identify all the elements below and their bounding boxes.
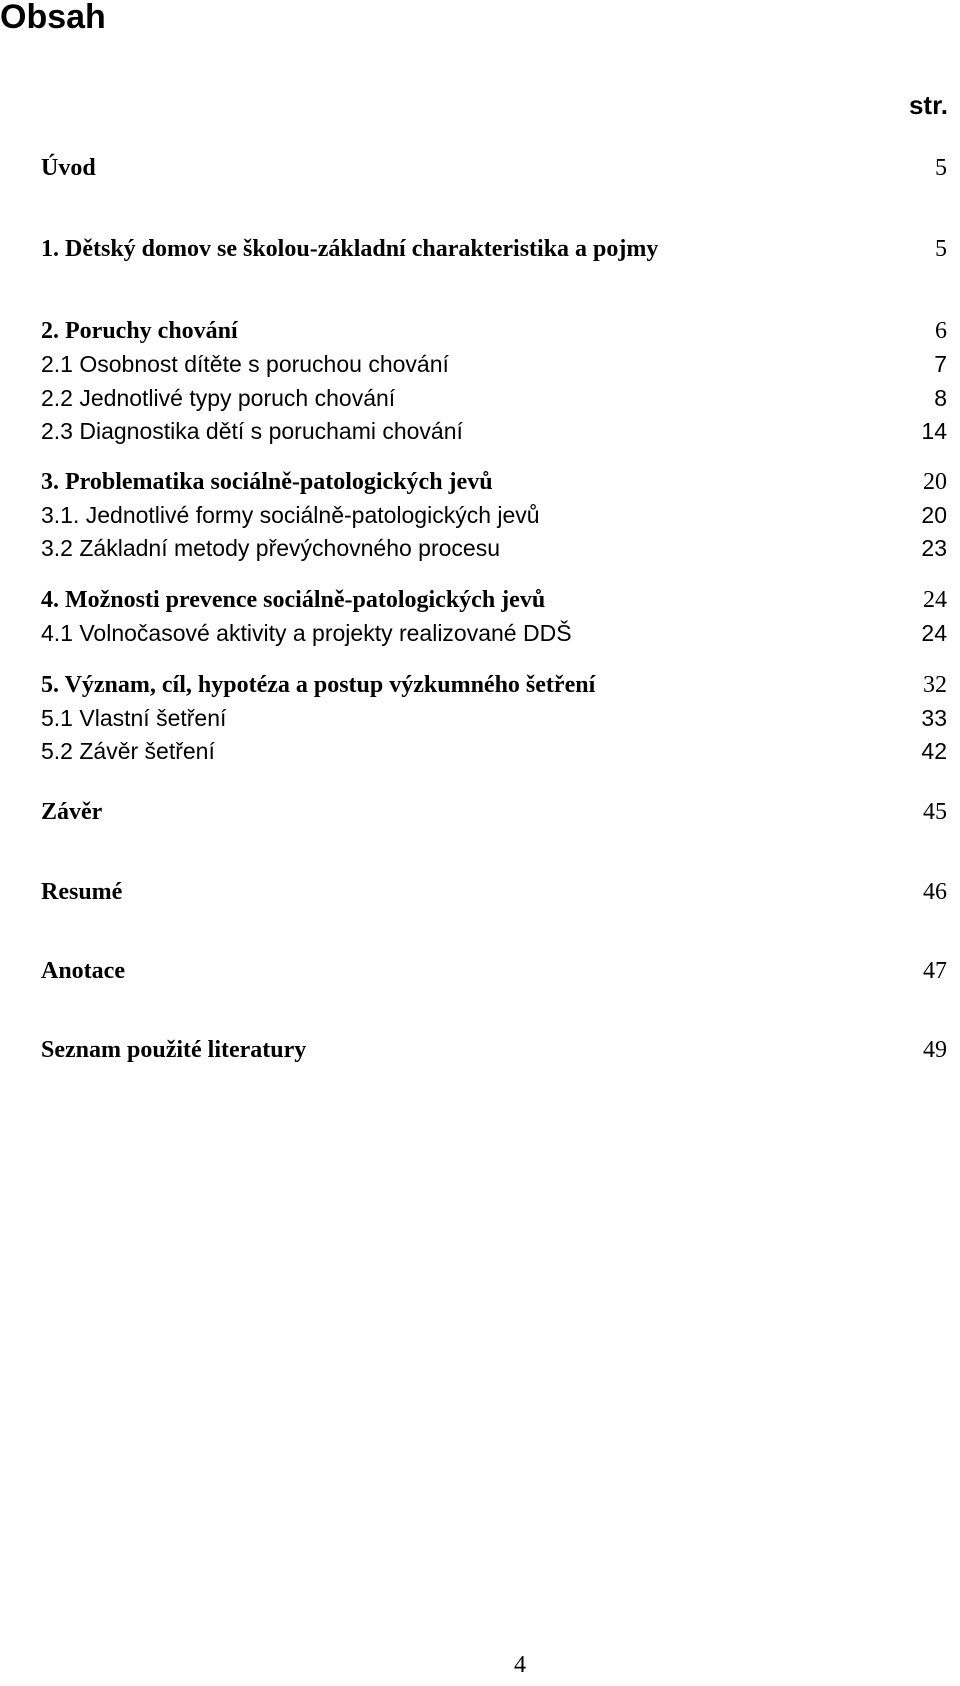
toc-entry-label: 5.2 Závěr šetření: [41, 738, 215, 764]
toc-entry-page: 7: [934, 351, 947, 377]
toc-entry-label: Seznam použité literatury: [41, 1037, 307, 1063]
toc-entry-page: 8: [934, 385, 947, 411]
toc-entry-section-2-3: [41, 415, 947, 447]
toc-entry-chapter-5: [41, 669, 947, 701]
toc-entry-label: 2.1 Osobnost dítěte s poruchou chování: [41, 351, 449, 377]
toc-entry-page: 20: [921, 502, 947, 528]
toc-entry-label: 1. Dětský domov se školou-základní charakteristika a pojmy: [41, 236, 659, 262]
toc-entry-section-2-2: [41, 382, 947, 414]
toc-entry-page: 45: [923, 799, 947, 825]
toc-entry-label: 4.1 Volnočasové aktivity a projekty realizované DDŠ: [41, 620, 572, 646]
toc-entry-chapter-3: [41, 466, 947, 498]
toc-entry-label: 2.3 Diagnostika dětí s poruchami chování: [41, 418, 463, 444]
toc-entry-resume: [41, 876, 947, 908]
toc-entry-label: 4. Možnosti prevence sociálně-patologických jevů: [41, 587, 546, 613]
toc-entry-page: 33: [921, 705, 947, 731]
toc-entry-section-2-1: [41, 348, 947, 380]
toc-entry-uvod: [41, 152, 947, 184]
toc-entry-page: 5: [935, 155, 947, 181]
toc-entry-label: 5.1 Vlastní šetření: [41, 705, 227, 731]
toc-entry-label: Závěr: [41, 799, 103, 825]
toc-entry-section-5-1: [41, 702, 947, 734]
toc-entry-zaver: [41, 796, 947, 828]
page-title: Obsah: [0, 0, 106, 36]
toc-entry-label: 5. Význam, cíl, hypotéza a postup výzkumného šetření: [41, 672, 596, 698]
toc-entry-anotace: [41, 955, 947, 987]
toc-entry-page: 49: [923, 1037, 947, 1063]
toc-entry-page: 20: [923, 469, 947, 495]
toc-entry-section-5-2: [41, 735, 947, 767]
toc-entry-chapter-2: [41, 315, 947, 347]
toc-entry-label: 3.1. Jednotlivé formy sociálně-patologických jevů: [41, 502, 540, 528]
toc-entry-page: 6: [935, 318, 947, 344]
toc-entry-page: 23: [921, 535, 947, 561]
toc-entry-page: 24: [921, 620, 947, 646]
toc-entry-label: 2.2 Jednotlivé typy poruch chování: [41, 385, 396, 411]
toc-entry-label: Anotace: [41, 958, 125, 984]
toc-entry-page: 46: [923, 879, 947, 905]
toc-entry-label: 3.2 Základní metody převýchovného procesu: [41, 535, 500, 561]
toc-entry-page: 42: [921, 738, 947, 764]
toc-entry-chapter-4: [41, 584, 947, 616]
toc-entry-page: 5: [935, 236, 947, 262]
page-column-label: str.: [908, 90, 948, 120]
toc-entry-section-4-1: [41, 617, 947, 649]
page-number: 4: [514, 1652, 526, 1678]
toc-entry-label: 3. Problematika sociálně-patologických jevů: [41, 469, 493, 495]
toc-entry-page: 14: [921, 418, 947, 444]
toc-entry-section-3-1: [41, 499, 947, 531]
toc-entry-page: 24: [923, 587, 947, 613]
toc-entry-page: 32: [923, 672, 947, 698]
toc-entry-label: 2. Poruchy chování: [41, 318, 238, 344]
toc-entry-chapter-1: [41, 233, 947, 265]
toc-entry-page: 47: [923, 958, 947, 984]
toc-entry-label: Úvod: [41, 155, 96, 181]
toc-entry-label: Resumé: [41, 879, 123, 905]
toc-entry-section-3-2: [41, 532, 947, 564]
toc-entry-literatura: [41, 1034, 947, 1066]
